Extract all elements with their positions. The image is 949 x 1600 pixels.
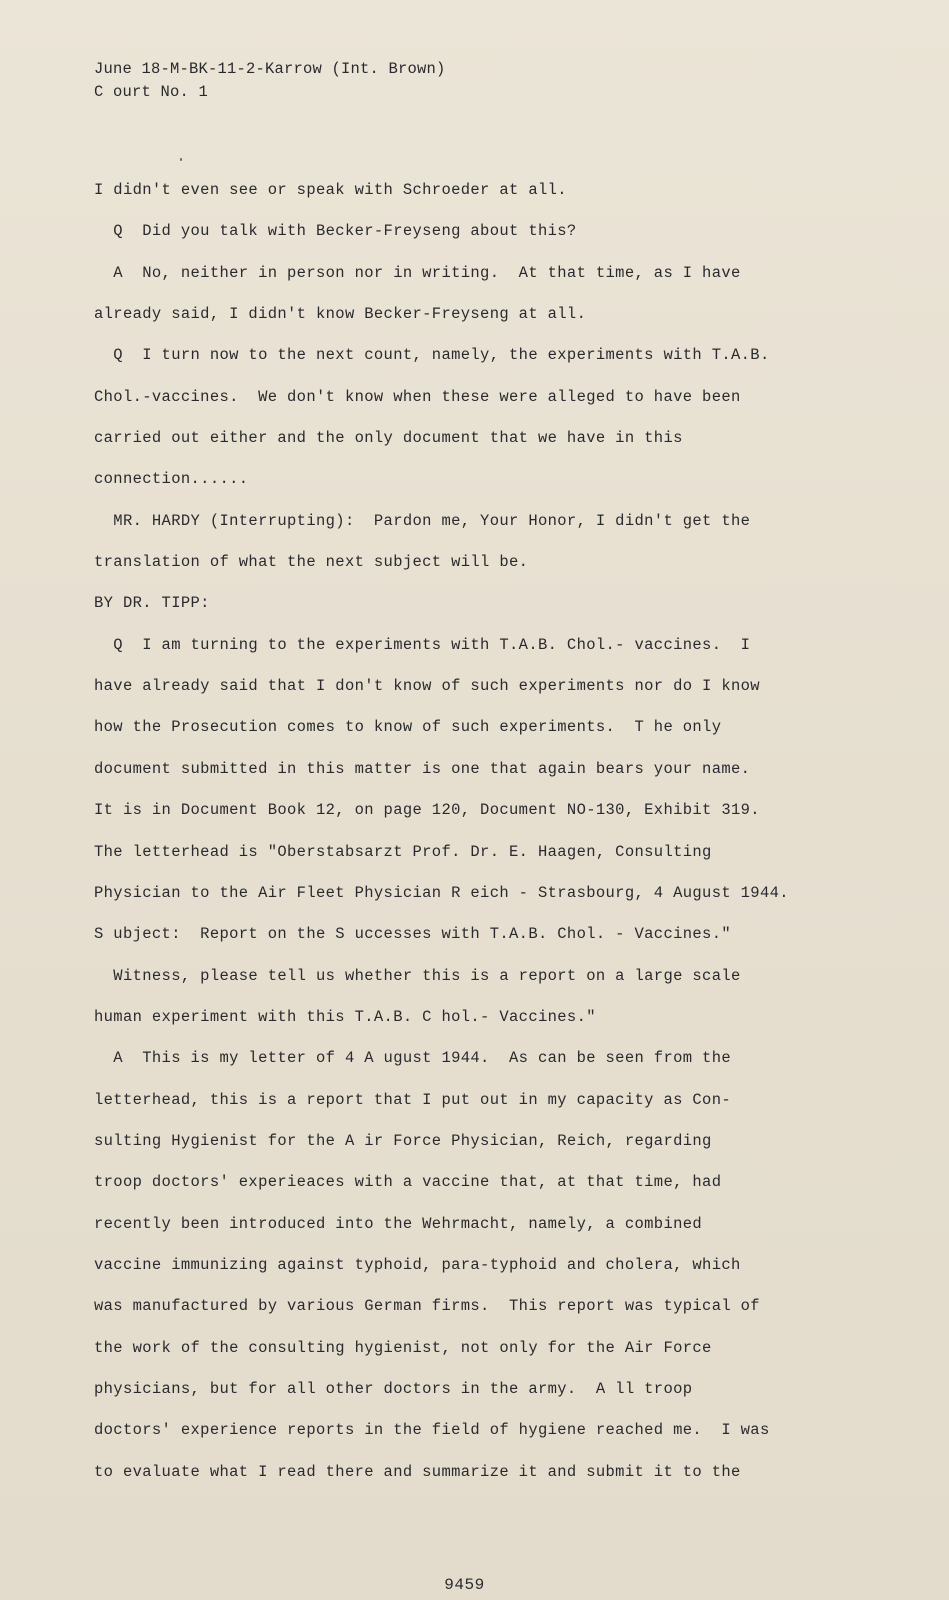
- text-line: translation of what the next subject will be.: [94, 553, 529, 572]
- page-number-container: [0, 1576, 949, 1594]
- text-line: vaccine immunizing against typhoid, para-typhoid and cholera, which: [94, 1255, 741, 1274]
- text-line: sulting Hygienist for the A ir Force Physician, Reich, regarding: [94, 1131, 712, 1150]
- text-line: human experiment with this T.A.B. C hol.- Vaccines.": [94, 1007, 596, 1026]
- text-line: Witness, please tell us whether this is a report on a large scale: [94, 966, 741, 985]
- transcript-body: [94, 178, 854, 1501]
- ink-speck: [180, 158, 182, 161]
- text-line: A This is my letter of 4 A ugust 1944. As can be seen from the: [94, 1049, 731, 1068]
- text-line: how the Prosecution comes to know of such experiments. T he only: [94, 718, 722, 737]
- text-line: troop doctors' experieaces with a vaccine that, at that time, had: [94, 1173, 722, 1192]
- text-line: to evaluate what I read there and summarize it and submit it to the: [94, 1462, 741, 1481]
- text-line: S ubject: Report on the S uccesses with T.A.B. Chol. - Vaccines.": [94, 925, 731, 944]
- text-line: already said, I didn't know Becker-Freyseng at all.: [94, 305, 587, 324]
- page-number: 9459: [444, 1576, 485, 1594]
- text-line: A No, neither in person nor in writing. At that time, as I have: [94, 263, 741, 282]
- text-line: document submitted in this matter is one that again bears your name.: [94, 759, 751, 778]
- text-line: BY DR. TIPP:: [94, 594, 210, 613]
- text-line: Chol.-vaccines. We don't know when these were alleged to have been: [94, 387, 741, 406]
- text-line: physicians, but for all other doctors in the army. A ll troop: [94, 1379, 693, 1398]
- text-line: It is in Document Book 12, on page 120, Document NO-130, Exhibit 319.: [94, 801, 760, 820]
- text-line: Q Did you talk with Becker-Freyseng about this?: [94, 222, 577, 241]
- document-header: [94, 58, 446, 104]
- text-line: The letterhead is "Oberstabsarzt Prof. Dr. E. Haagen, Consulting: [94, 842, 712, 861]
- text-line: Physician to the Air Fleet Physician R eich - Strasbourg, 4 August 1944.: [94, 883, 789, 902]
- text-line: Q I am turning to the experiments with T.A.B. Chol.- vaccines. I: [94, 635, 751, 654]
- text-line: recently been introduced into the Wehrmacht, namely, a combined: [94, 1214, 703, 1233]
- text-line: I didn't even see or speak with Schroeder at all.: [94, 181, 567, 199]
- text-line: Q I turn now to the next count, namely, the experiments with T.A.B.: [94, 346, 770, 365]
- text-line: letterhead, this is a report that I put out in my capacity as Con-: [94, 1090, 731, 1109]
- text-line: carried out either and the only document that we have in this: [94, 429, 683, 448]
- text-line: have already said that I don't know of such experiments nor do I know: [94, 677, 760, 696]
- text-line: was manufactured by various German firms. This report was typical of: [94, 1297, 760, 1316]
- text-line: MR. HARDY (Interrupting): Pardon me, Your Honor, I didn't get the: [94, 511, 751, 530]
- header-line-2: C ourt No. 1: [94, 83, 209, 101]
- text-line: connection......: [94, 470, 249, 489]
- text-line: doctors' experience reports in the field of hygiene reached me. I was: [94, 1421, 770, 1440]
- header-line-1: June 18-M-BK-11-2-Karrow (Int. Brown): [94, 60, 446, 78]
- text-line: the work of the consulting hygienist, not only for the Air Force: [94, 1338, 712, 1357]
